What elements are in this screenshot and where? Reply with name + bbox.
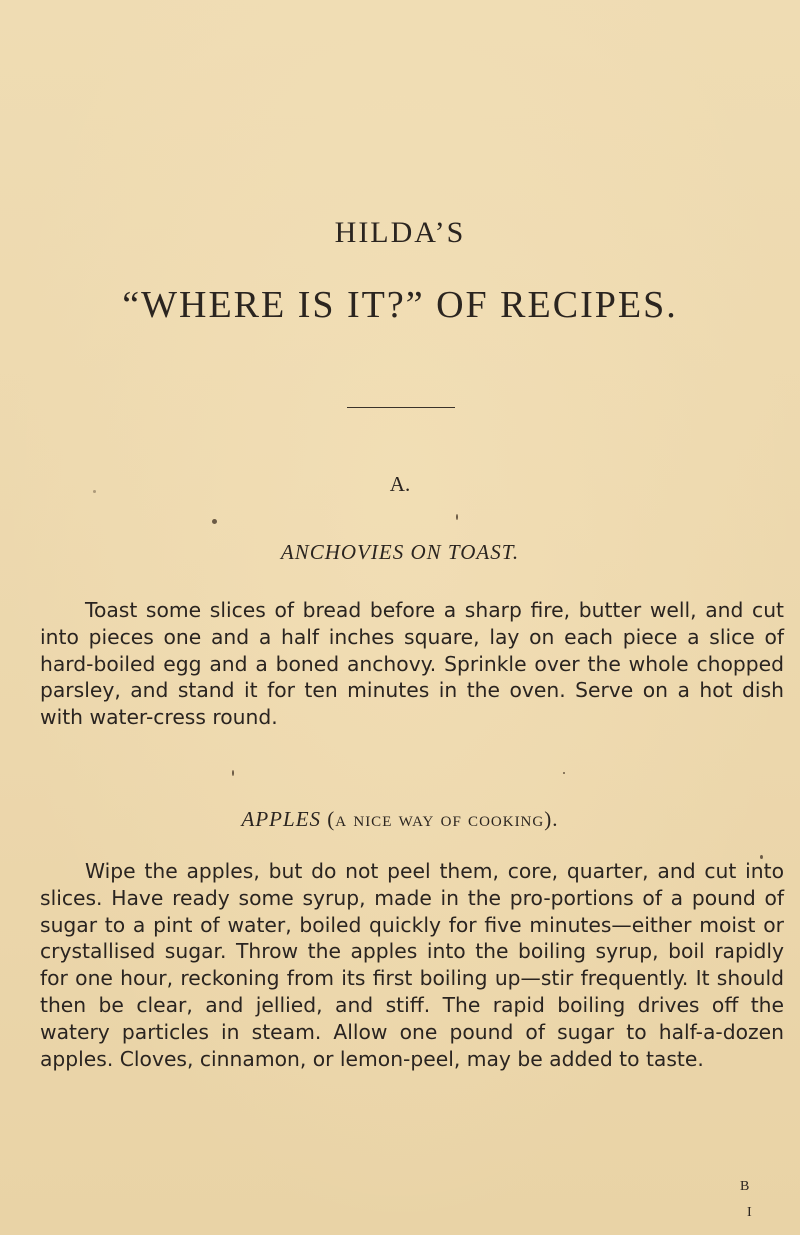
paper-speck (563, 772, 565, 774)
recipe-name: APPLES (241, 807, 322, 831)
section-letter: A. (389, 472, 411, 496)
recipe-text-anchovies: Toast some slices of bread before a sharp fire, butter well, and cut into pieces one and a half inches square, lay on each piece a slice of hard-boiled egg and a boned anchovy. Sprinkle over the whole chopped parsley, and stand it for ten minutes in the oven. Serve on a hot dish with water-cress round. (40, 598, 784, 730)
title-line-2: “WHERE IS IT?” OF RECIPES. (122, 284, 678, 326)
title-divider (347, 407, 455, 408)
paper-speck (456, 514, 458, 520)
recipe-name: ANCHOVIES ON TOAST. (280, 540, 520, 564)
paper-speck (232, 770, 234, 776)
signature-mark: B (740, 1179, 750, 1194)
paper-speck (760, 855, 763, 859)
title-line-1: HILDA’S (334, 216, 466, 249)
paper-speck (212, 519, 217, 524)
paper-speck (93, 490, 96, 493)
recipe-heading-apples (0, 809, 800, 830)
recipe-subtitle: (a nice way of cooking). (327, 807, 559, 831)
page-number: I (747, 1205, 752, 1220)
recipe-heading-anchovies (0, 542, 800, 563)
recipe-text-apples: Wipe the apples, but do not peel them, core, quarter, and cut into slices. Have ready some syrup, made in the pro-portions of a pound of sugar to a pint of water, boiled quickly for five minutes—either moist or crystallised sugar. Throw the apples into the boiling syrup, boil rapidly for one hour, reckoning from its first boiling up—stir frequently. It should then be clear, and jellied, and stiff. The rapid boiling drives off the watery particles in steam. Allow one pound of sugar to half-a-dozen apples. Cloves, cinnamon, or lemon-peel, may be added to taste. (40, 859, 784, 1071)
